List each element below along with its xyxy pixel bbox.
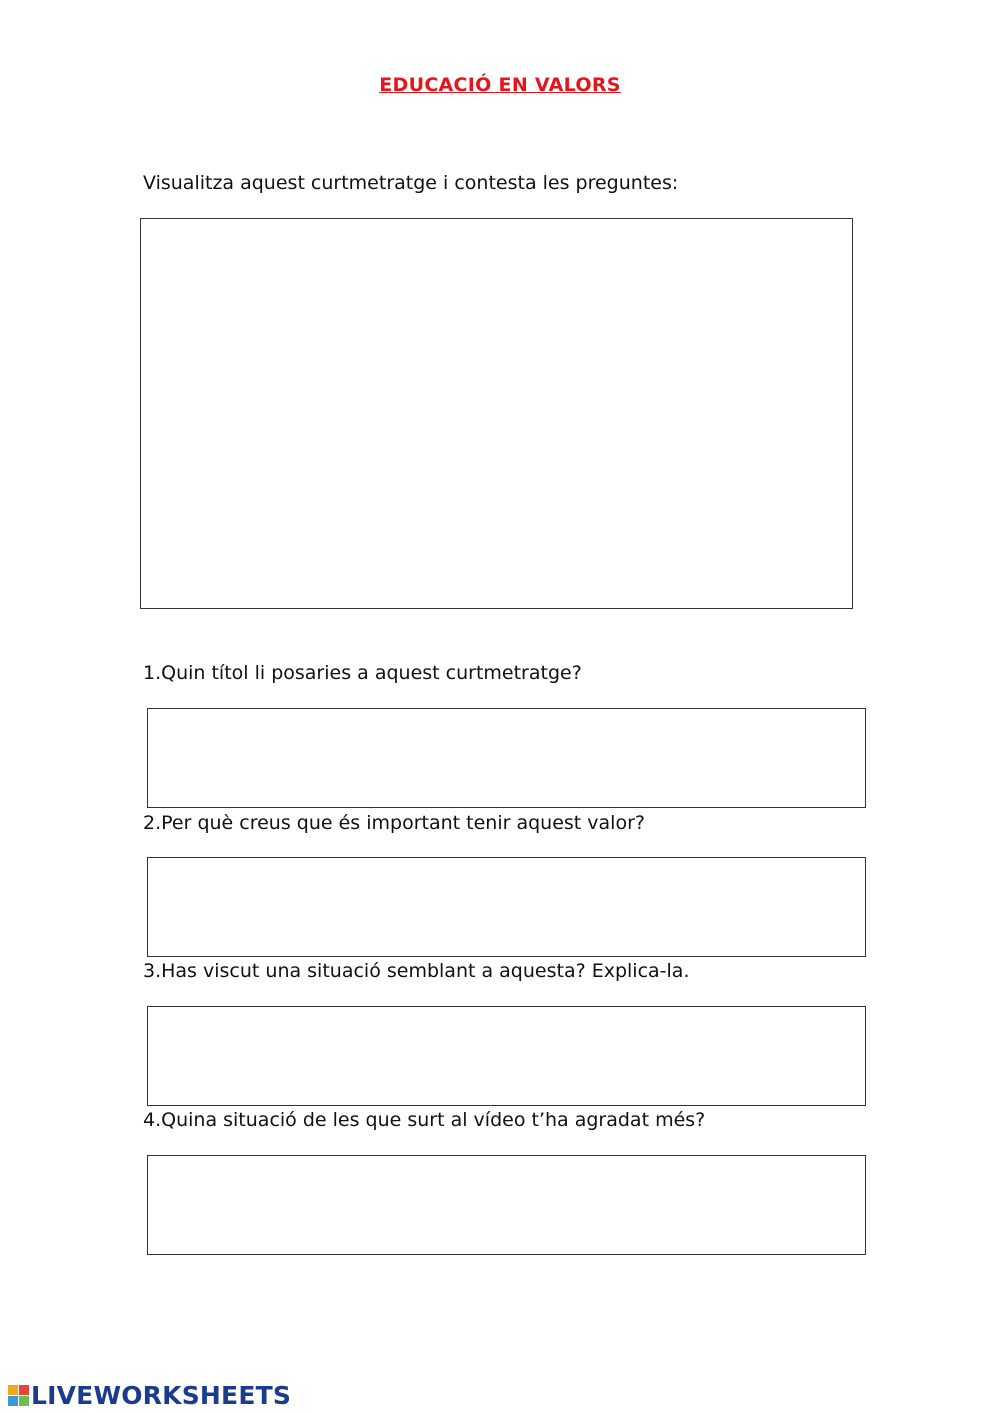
question-1: 1.Quin títol li posaries a aquest curtmetratge? (143, 662, 582, 684)
question-3: 3.Has viscut una situació semblant a aquesta? Explica-la. (143, 960, 690, 982)
video-embed-area[interactable] (140, 218, 853, 609)
answer-box-4[interactable] (147, 1155, 866, 1255)
question-2: 2.Per què creus que és important tenir aquest valor? (143, 812, 645, 834)
page-title: EDUCACIÓ EN VALORS (379, 74, 621, 96)
logo-text: LIVEWORKSHEETS (31, 1380, 292, 1410)
answer-box-2[interactable] (147, 857, 866, 957)
answer-box-1[interactable] (147, 708, 866, 808)
question-4: 4.Quina situació de les que surt al vídeo t’ha agradat més? (143, 1109, 706, 1131)
answer-box-3[interactable] (147, 1006, 866, 1106)
instruction-text: Visualitza aquest curtmetratge i contesta les preguntes: (143, 172, 679, 194)
liveworksheets-logo-icon (8, 1385, 29, 1406)
footer-logo (8, 1381, 291, 1409)
